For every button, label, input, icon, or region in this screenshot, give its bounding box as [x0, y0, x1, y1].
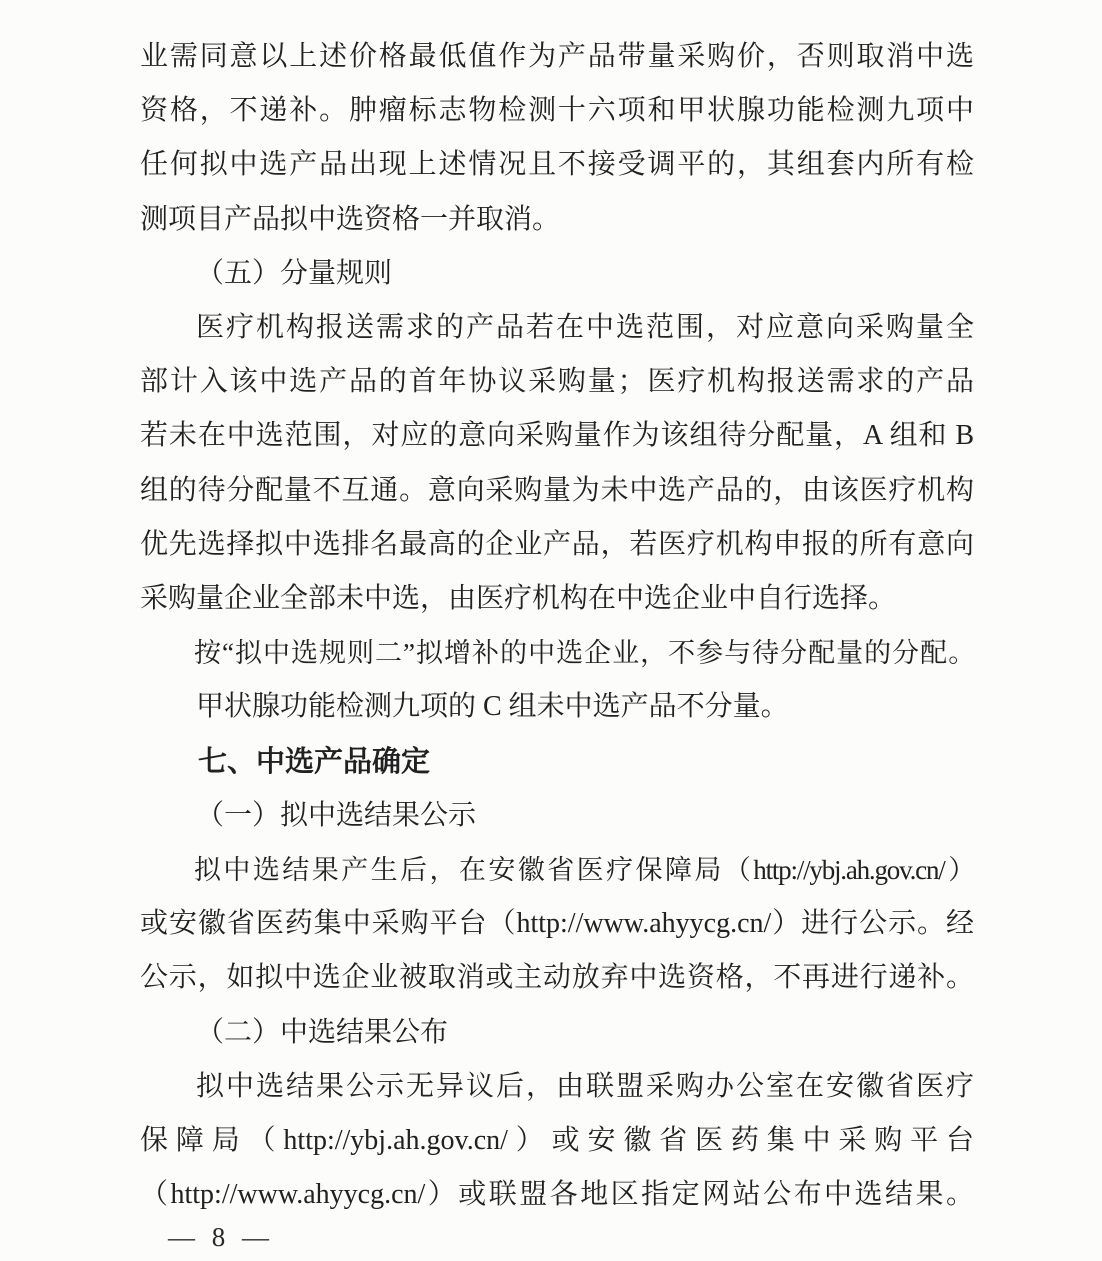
subsection-heading-1: （一）拟中选结果公示 [196, 799, 477, 831]
text-line: 部计入该中选产品的首年协议采购量；医疗机构报送需求的产品 [140, 366, 974, 398]
page-number: — 8 — [168, 1222, 270, 1253]
text-line: 或安徽省医药集中采购平台（http://www.ahyycg.cn/）进行公示。经 [140, 908, 974, 940]
text-line: 业需同意以上述价格最低值作为产品带量采购价，否则取消中选 [140, 41, 974, 72]
text-line: 组的待分配量不互通。意向采购量为未中选产品的，由该医疗机构 [140, 474, 974, 506]
subsection-heading-5: （五）分量规则 [196, 257, 393, 289]
text-line: 保障局（http://ybj.ah.gov.cn/）或安徽省医药集中采购平台 [140, 1125, 974, 1157]
text-line: 采购量企业全部未中选，由医疗机构在中选企业中自行选择。 [140, 583, 897, 615]
text-line: 任何拟中选产品出现上述情况且不接受调平的，其组套内所有检 [140, 149, 974, 181]
text-line: 若未在中选范围，对应的意向采购量作为该组待分配量，A 组和 B [140, 420, 974, 452]
text-line: 公示，如拟中选企业被取消或主动放弃中选资格，不再进行递补。 [140, 962, 974, 994]
text-line: 按“拟中选规则二”拟增补的中选企业，不参与待分配量的分配。 [194, 638, 974, 669]
text-line: 资格，不递补。肿瘤标志物检测十六项和甲状腺功能检测九项中 [140, 95, 974, 127]
text-line: （http://www.ahyycg.cn/）或联盟各地区指定网站公布中选结果。 [140, 1179, 974, 1211]
text-line: 甲状腺功能检测九项的 C 组未中选产品不分量。 [196, 691, 789, 723]
subsection-heading-2: （二）中选结果公布 [196, 1016, 449, 1048]
text-line: 拟中选结果公示无异议后，由联盟采购办公室在安徽省医疗 [196, 1070, 974, 1102]
text-line: 医疗机构报送需求的产品若在中选范围，对应意向采购量全 [196, 312, 974, 344]
text-line: 拟中选结果产生后，在安徽省医疗保障局（http://ybj.ah.gov.cn/） [194, 855, 974, 886]
text-line: 优先选择拟中选排名最高的企业产品，若医疗机构申报的所有意向 [140, 528, 974, 560]
document-text-block [140, 30, 974, 1252]
section-heading-7: 七、中选产品确定 [198, 745, 431, 778]
text-line: 测项目产品拟中选资格一并取消。 [140, 203, 561, 235]
